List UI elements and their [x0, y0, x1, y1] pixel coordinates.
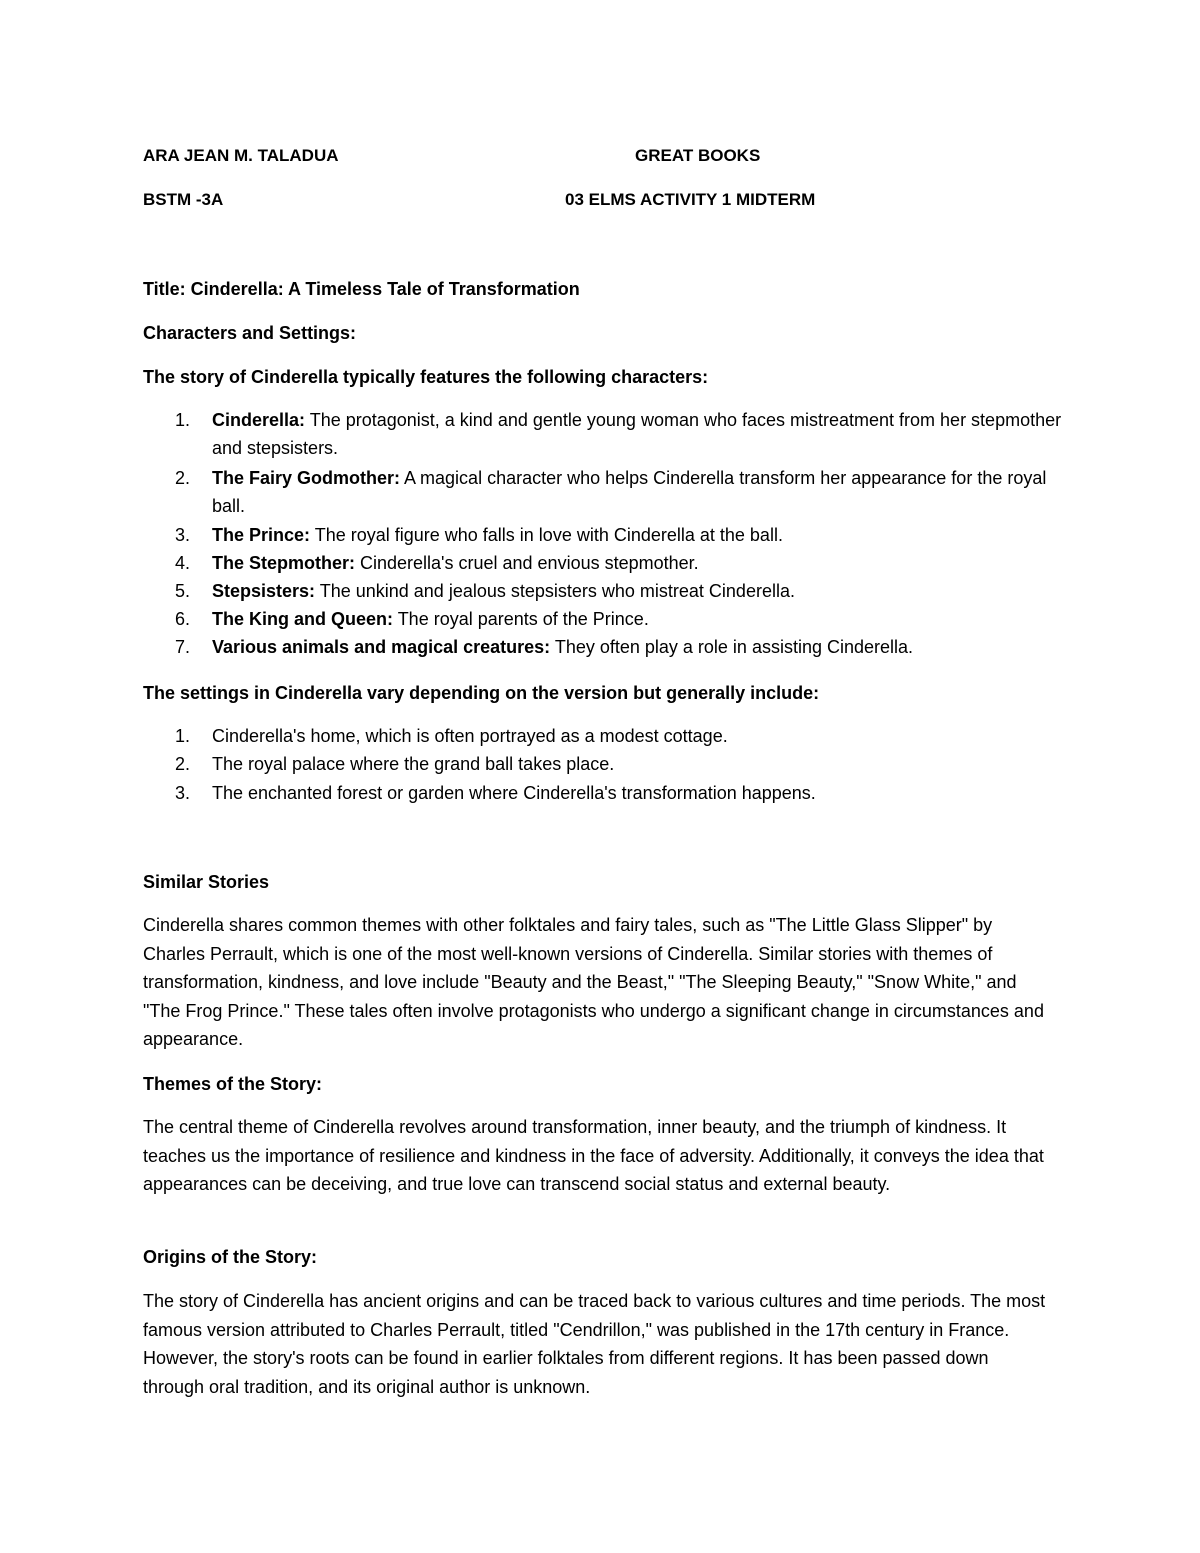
list-item-body	[212, 521, 1062, 549]
list-item-body	[212, 406, 1062, 462]
character-name: The Fairy Godmother:	[212, 468, 401, 488]
list-number: 3.	[175, 783, 191, 803]
list-number: 6.	[175, 609, 191, 629]
setting-text: The royal palace where the grand ball takes place.	[212, 754, 615, 774]
character-name: Stepsisters:	[212, 581, 316, 601]
document-title: Title: Cinderella: A Timeless Tale of Transformation	[143, 279, 580, 299]
list-number: 1.	[175, 726, 191, 746]
list-item-body	[212, 549, 1062, 577]
list-item-body	[212, 577, 1062, 605]
list-item	[143, 464, 1063, 520]
similar-stories-paragraph: Cinderella shares common themes with other folktales and fairy tales, such as "The Little Glass Slipper" by Charles Perrault, which is one of the most well-known versions of Cinderella. Similar stories with themes of transformation, kindness, and love include "Beauty and the Beast," "The Sleeping Beauty," "Snow White," and "The Frog Prince." These tales often involve protagonists who undergo a significant change in circumstances and appearance.	[143, 915, 1044, 1049]
themes-paragraph: The central theme of Cinderella revolves around transformation, inner beauty, and the triumph of kindness. It teaches us the importance of resilience and kindness in the face of adversity. Additionally, it conveys the idea that appearances can be deceiving, and true love can transcend social status and external beauty.	[143, 1117, 1044, 1194]
character-name: The Prince:	[212, 525, 311, 545]
list-number: 5.	[175, 581, 191, 601]
settings-intro: The settings in Cinderella vary depending on the version but generally include:	[143, 683, 820, 703]
list-number: 1.	[175, 410, 191, 430]
character-description: They often play a role in assisting Cinderella.	[550, 637, 914, 657]
themes-heading: Themes of the Story:	[143, 1074, 323, 1094]
character-description: Cinderella's cruel and envious stepmother.	[355, 553, 699, 573]
characters-intro: The story of Cinderella typically features the following characters:	[143, 367, 709, 387]
list-number: 2.	[175, 754, 191, 774]
list-item-body	[212, 464, 1062, 520]
setting-text: The enchanted forest or garden where Cinderella's transformation happens.	[212, 783, 816, 803]
course-name: GREAT BOOKS	[635, 146, 761, 165]
origins-paragraph: The story of Cinderella has ancient origins and can be traced back to various cultures and time periods. The most famous version attributed to Charles Perrault, titled "Cendrillon," was published in the 17th century in France. However, the story's roots can be found in earlier folktales from different regions. It has been passed down through oral tradition, and its original author is unknown.	[143, 1291, 1046, 1397]
character-description: The royal parents of the Prince.	[393, 609, 649, 629]
character-description: The unkind and jealous stepsisters who mistreat Cinderella.	[315, 581, 795, 601]
character-name: The Stepmother:	[212, 553, 356, 573]
list-item-body	[212, 633, 1062, 661]
character-name: Various animals and magical creatures:	[212, 637, 551, 657]
list-number: 3.	[175, 525, 191, 545]
similar-stories-heading: Similar Stories	[143, 872, 270, 892]
list-item	[143, 406, 1063, 462]
student-name: ARA JEAN M. TALADUA	[143, 146, 339, 165]
activity-name: 03 ELMS ACTIVITY 1 MIDTERM	[565, 190, 816, 209]
character-name: The King and Queen:	[212, 609, 394, 629]
character-description: The royal figure who falls in love with Cinderella at the ball.	[310, 525, 783, 545]
characters-settings-heading: Characters and Settings:	[143, 323, 357, 343]
student-section: BSTM -3A	[143, 190, 224, 209]
character-name: Cinderella:	[212, 410, 306, 430]
list-number: 2.	[175, 468, 191, 488]
list-item-body	[212, 605, 1062, 633]
character-description: A magical character who helps Cinderella transform her appearance for the royal ball.	[212, 468, 1047, 516]
list-number: 4.	[175, 553, 191, 573]
origins-heading: Origins of the Story:	[143, 1247, 318, 1267]
character-description: The protagonist, a kind and gentle young woman who faces mistreatment from her stepmother and stepsisters.	[212, 410, 1062, 458]
list-number: 7.	[175, 637, 191, 657]
setting-text: Cinderella's home, which is often portrayed as a modest cottage.	[212, 726, 728, 746]
